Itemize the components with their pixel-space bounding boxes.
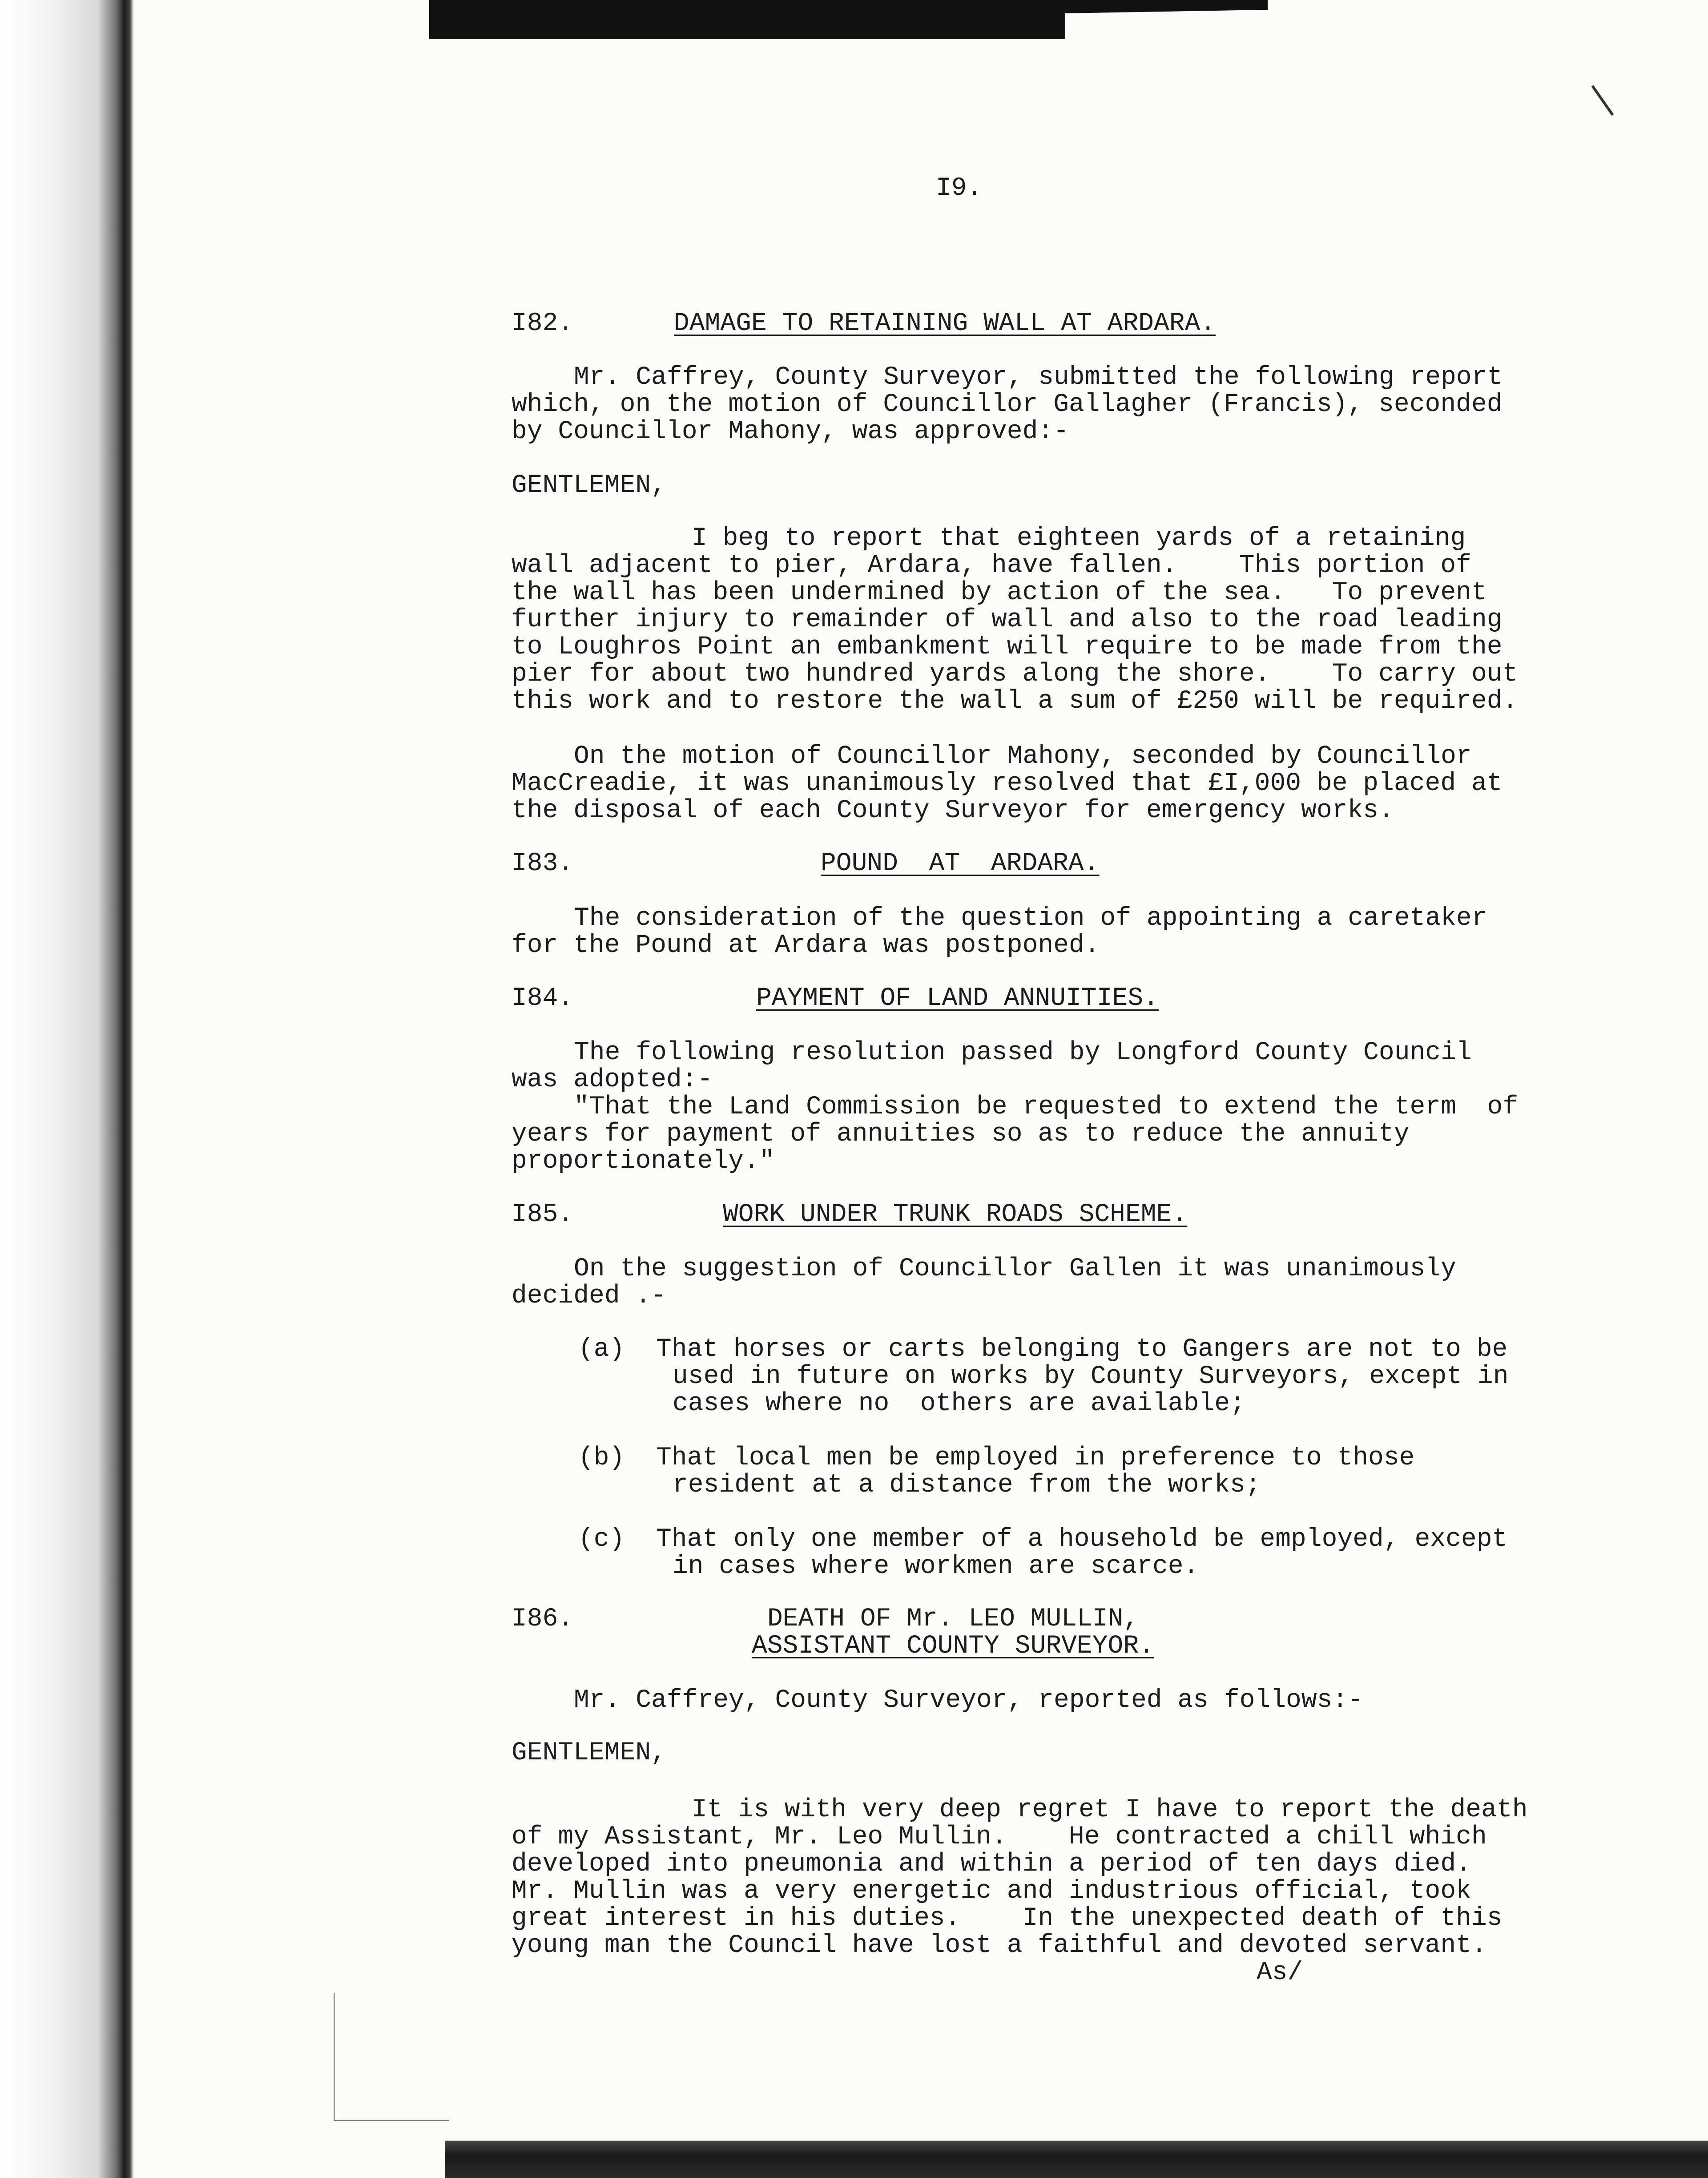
section-number: I85. <box>512 1200 574 1229</box>
paragraph-line: pier for about two hundred yards along the shore. To carry out <box>512 660 1518 689</box>
section-heading: PAYMENT OF LAND ANNUITIES. <box>756 984 1159 1013</box>
section-number: I84. <box>512 984 574 1013</box>
list-item-line: That horses or carts belonging to Gangers are not to be <box>656 1335 1508 1364</box>
paragraph-line: MacCreadie, it was unanimously resolved that £I,000 be placed at <box>512 769 1503 798</box>
paragraph-line: wall adjacent to pier, Ardara, have fallen. This portion of <box>512 551 1471 580</box>
paragraph-line: of my Assistant, Mr. Leo Mullin. He contracted a chill which <box>512 1823 1487 1851</box>
list-item-line: That only one member of a household be employed, except <box>656 1525 1508 1554</box>
paragraph-line: great interest in his duties. In the unexpected death of this <box>512 1904 1503 1933</box>
section-number: I83. <box>512 849 574 878</box>
paragraph-line: young man the Council have lost a faithful and devoted servant. <box>512 1931 1487 1960</box>
paragraph-line: Mr. Caffrey, County Surveyor, reported as follows:- <box>574 1686 1364 1715</box>
paragraph-line: decided .- <box>512 1282 667 1311</box>
paragraph-line: developed into pneumonia and within a period of ten days died. <box>512 1850 1471 1879</box>
quoted-resolution-line: proportionately." <box>512 1147 775 1176</box>
paragraph-line: by Councillor Mahony, was approved:- <box>512 417 1069 446</box>
paragraph-line: this work and to restore the wall a sum of £250 will be required. <box>512 687 1518 716</box>
list-item-line: used in future on works by County Surveyors, except in <box>673 1362 1509 1391</box>
page-number: I9. <box>936 174 983 203</box>
paragraph-line: It is with very deep regret I have to report the death <box>692 1795 1528 1824</box>
salutation: GENTLEMEN, <box>512 1738 667 1767</box>
list-item-label: (c) <box>578 1525 625 1554</box>
paragraph-line: for the Pound at Ardara was postponed. <box>512 931 1100 960</box>
section-number: I82. <box>512 309 574 338</box>
list-item-label: (a) <box>578 1335 625 1364</box>
paragraph-line: which, on the motion of Councillor Gallagher (Francis), seconded <box>512 390 1503 419</box>
paragraph-line: The following resolution passed by Longford County Council <box>574 1038 1472 1067</box>
catchword: As/ <box>1257 1958 1303 1987</box>
list-item-line: resident at a distance from the works; <box>673 1471 1261 1500</box>
salutation: GENTLEMEN, <box>512 471 667 500</box>
paragraph-line: was adopted:- <box>512 1065 713 1094</box>
list-item-line: cases where no others are available; <box>673 1389 1245 1418</box>
section-heading: POUND AT ARDARA. <box>821 849 1100 878</box>
paragraph-line: I beg to report that eighteen yards of a retaining <box>692 524 1466 553</box>
paragraph-line: On the motion of Councillor Mahony, seconded by Councillor <box>574 742 1472 771</box>
paragraph-line: The consideration of the question of appointing a caretaker <box>574 904 1487 933</box>
section-heading: WORK UNDER TRUNK ROADS SCHEME. <box>723 1200 1188 1229</box>
quoted-resolution-line: years for payment of annuities so as to reduce the annuity <box>512 1120 1410 1149</box>
list-item-label: (b) <box>578 1444 625 1472</box>
quoted-resolution-line: "That the Land Commission be requested to extend the term of <box>574 1093 1519 1121</box>
list-item-line: That local men be employed in preference to those <box>656 1444 1415 1472</box>
paragraph-line: the disposal of each County Surveyor for emergency works. <box>512 796 1394 825</box>
paragraph-line: further injury to remainder of wall and also to the road leading <box>512 605 1503 634</box>
section-number: I86. <box>512 1605 574 1634</box>
section-heading: DAMAGE TO RETAINING WALL AT ARDARA. <box>674 309 1216 338</box>
paragraph-line: Mr. Caffrey, County Surveyor, submitted the following report <box>574 363 1503 392</box>
paragraph-line: the wall has been undermined by action of the sea. To prevent <box>512 578 1487 607</box>
paragraph-line: to Loughros Point an embankment will require to be made from the <box>512 633 1503 661</box>
paragraph-line: Mr. Mullin was a very energetic and industrious official, took <box>512 1877 1471 1906</box>
section-heading: DEATH OF Mr. LEO MULLIN, <box>767 1605 1139 1634</box>
list-item-line: in cases where workmen are scarce. <box>673 1552 1199 1581</box>
paragraph-line: On the suggestion of Councillor Gallen it was unanimously <box>574 1254 1456 1283</box>
section-heading: ASSISTANT COUNTY SURVEYOR. <box>752 1632 1154 1661</box>
